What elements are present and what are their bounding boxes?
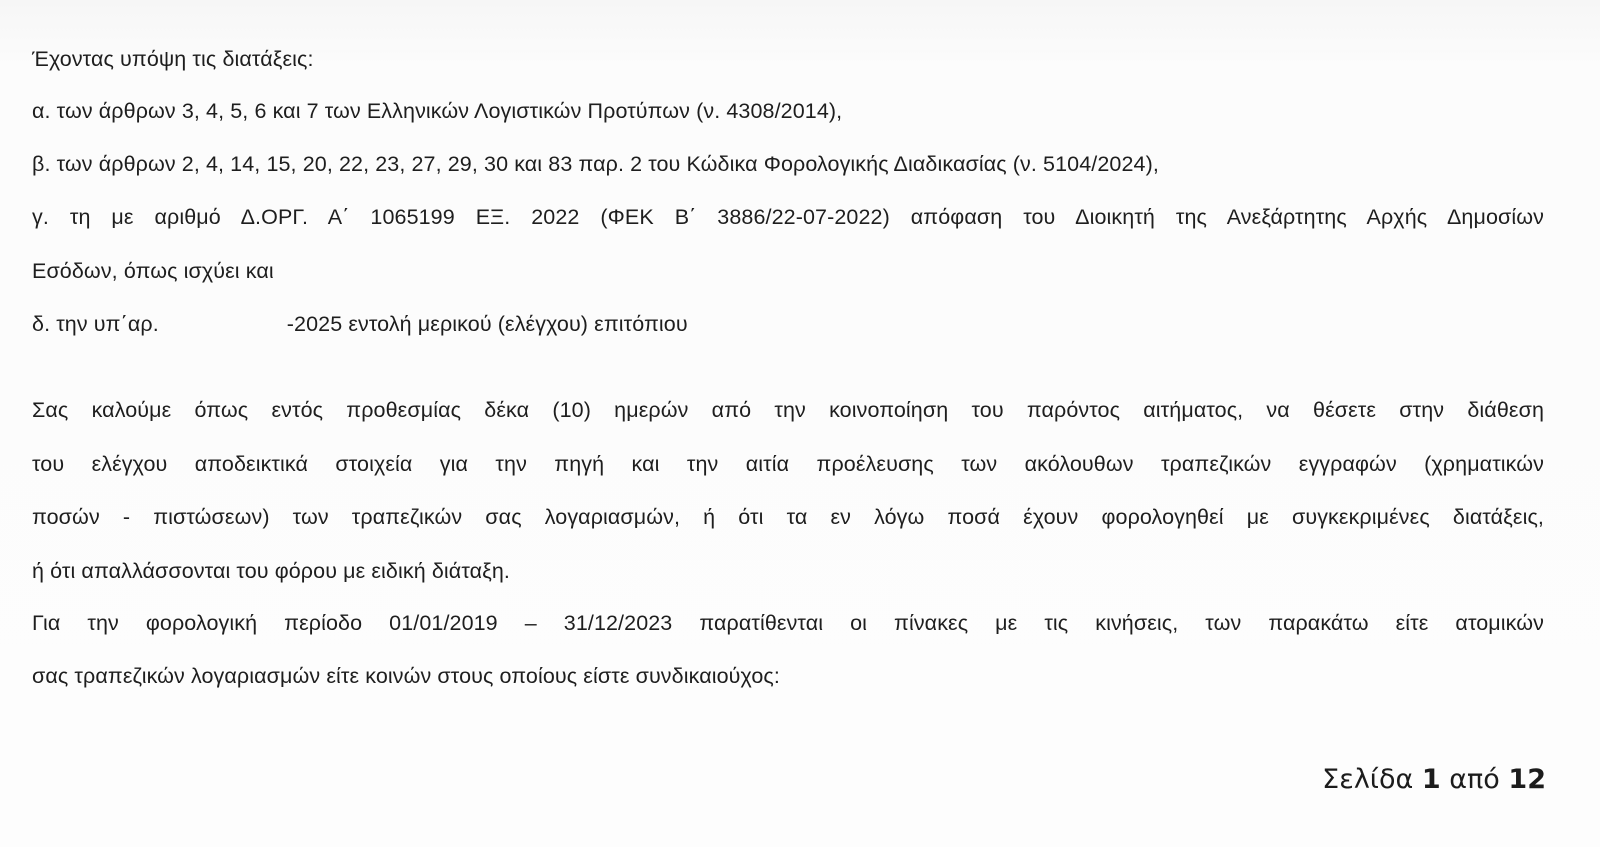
request-line-4: ή ότι απαλλάσσονται του φόρου με ειδική διάταξη.: [32, 559, 511, 583]
current-page-number: 1: [1421, 764, 1441, 795]
intro-text: Έχοντας υπόψη τις διατάξεις:: [32, 47, 314, 71]
request-line-2: του ελέγχου αποδεικτικά στοιχεία για την πηγή και την αιτία προέλευσης των ακόλουθων τραπεζικών εγγραφών (χρηματικών: [32, 452, 1544, 476]
of-label: από: [1449, 764, 1500, 795]
clause-a: α. των άρθρων 3, 4, 5, 6 και 7 των Ελληνικών Λογιστικών Προτύπων (ν. 4308/2014),: [32, 99, 843, 123]
request-line-1: Σας καλούμε όπως εντός προθεσμίας δέκα (10) ημερών από την κοινοποίηση του παρόντος αιτήματος, να θέσετε στην διάθεση: [32, 398, 1544, 422]
period-line-2: σας τραπεζικών λογαριασμών είτε κοινών στους οποίους είστε συνδικαιούχος:: [32, 664, 780, 688]
page-label: Σελίδα: [1322, 764, 1414, 795]
clause-d: [32, 310, 688, 338]
clause-b: β. των άρθρων 2, 4, 14, 15, 20, 22, 23, 27, 29, 30 και 83 παρ. 2 του Κώδικα Φορολογικής Διαδικασίας (ν. 5104/2024),: [32, 152, 1159, 176]
period-line-1: Για την φορολογική περίοδο 01/01/2019 – 31/12/2023 παρατίθενται οι πίνακες με τις κινήσεις, των παρακάτω είτε ατομικών: [32, 611, 1544, 635]
clause-d-prefix: δ. την υπ΄αρ.: [32, 312, 159, 336]
request-line-3: ποσών - πιστώσεων) των τραπεζικών σας λογαριασμών, ή ότι τα εν λόγω ποσά έχουν φορολογηθεί με συγκεκριμένες διατάξεις,: [32, 505, 1544, 529]
clause-d-suffix: -2025 εντολή μερικού (ελέγχου) επιτόπιου: [286, 312, 688, 336]
clause-c-line-2: Εσόδων, όπως ισχύει και: [32, 259, 274, 283]
clause-c-line-1: γ. τη με αριθμό Δ.ΟΡΓ. Α΄ 1065199 ΕΞ. 2022 (ΦΕΚ Β΄ 3886/22-07-2022) απόφαση του Διοικητή της Ανεξάρτητης Αρχής Δημοσίων: [32, 205, 1544, 229]
page-number-footer: [1322, 763, 1546, 797]
total-pages-number: 12: [1508, 764, 1546, 795]
